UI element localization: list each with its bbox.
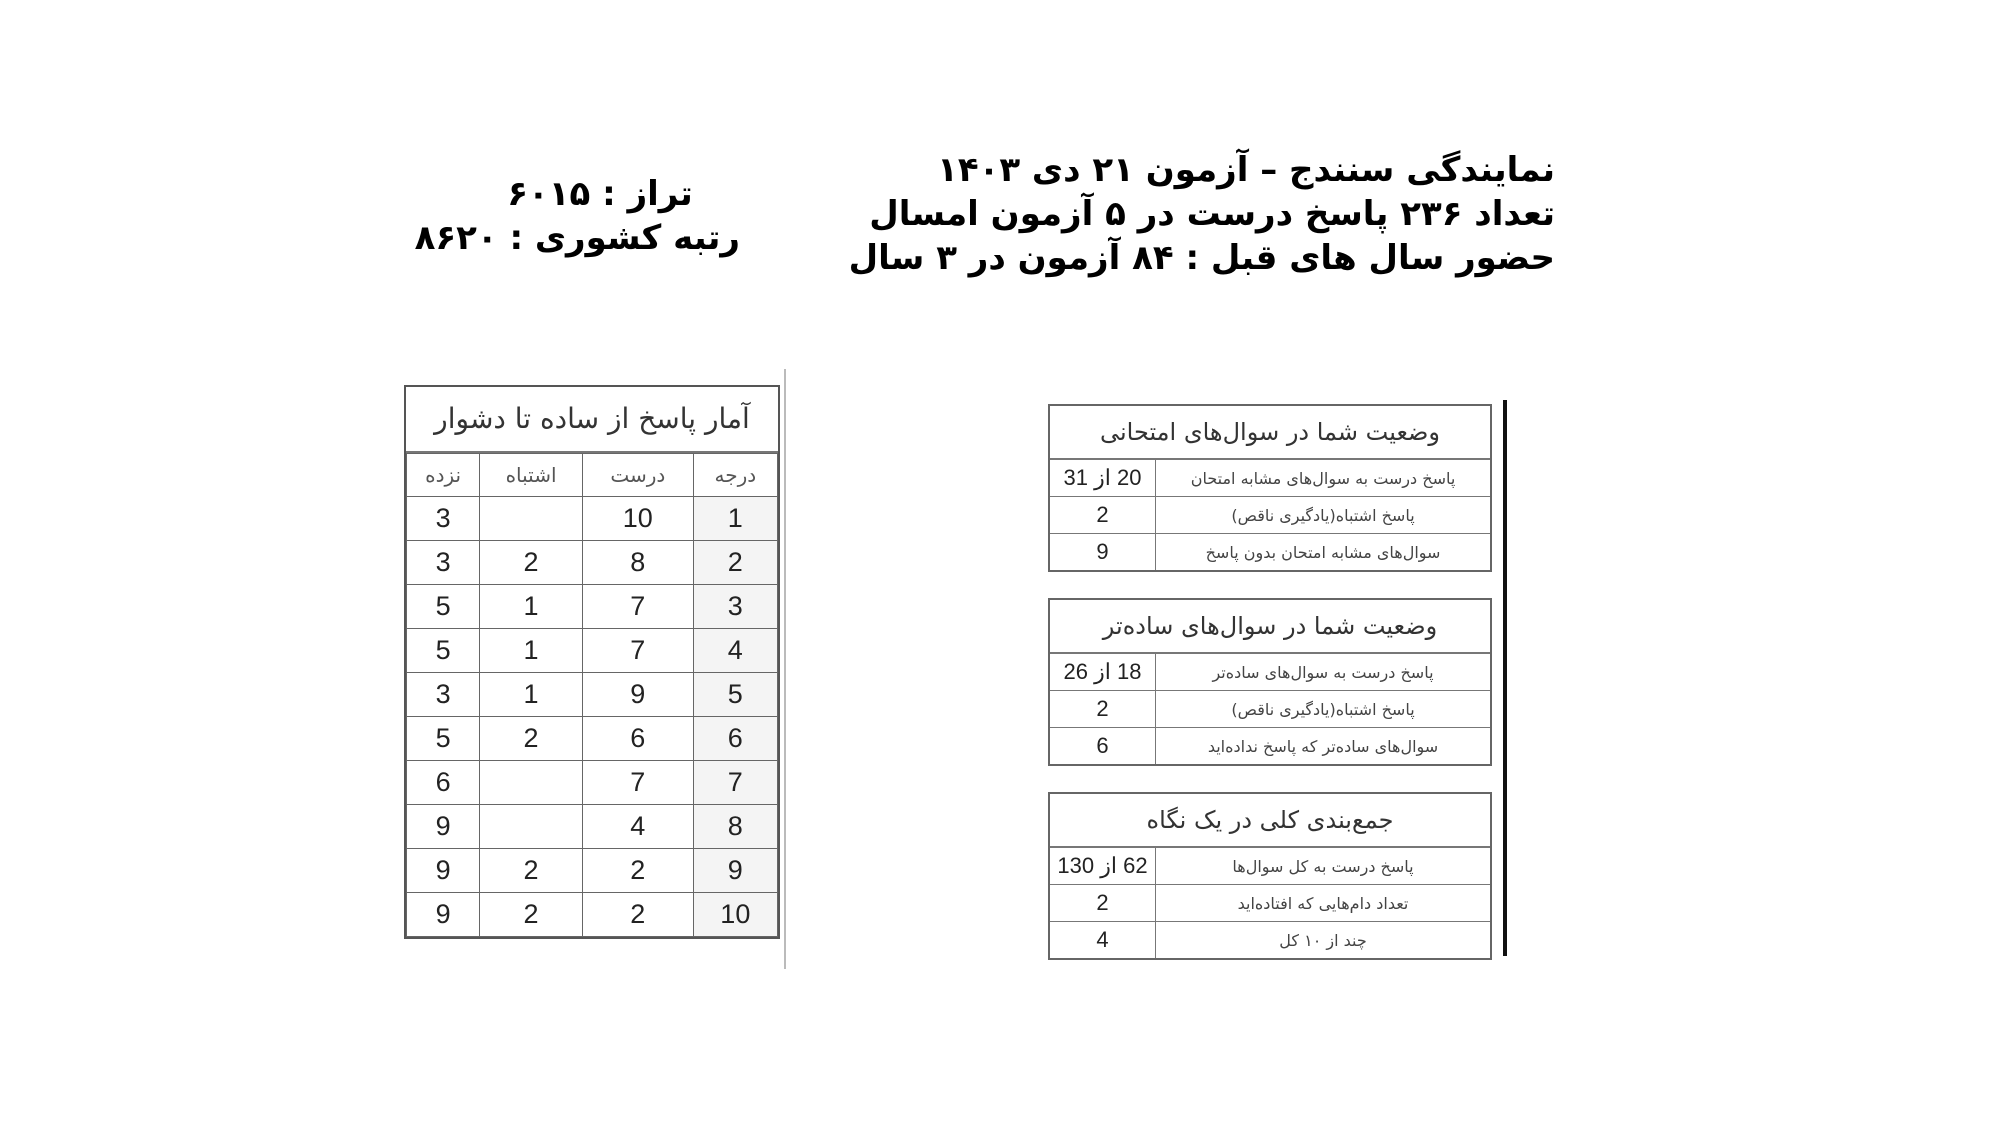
wrong-cell: 2: [480, 541, 583, 585]
panel-row-label: چند از ۱۰ کل: [1155, 922, 1490, 958]
panel-row-label: سوال‌های ساده‌تر که پاسخ نداده‌اید: [1155, 728, 1490, 764]
panel-row-value: 9: [1096, 539, 1109, 564]
stats-table-title: آمار پاسخ از ساده تا دشوار: [406, 387, 778, 453]
panel-row: [1050, 496, 1490, 533]
skipped-cell: 5: [407, 585, 480, 629]
header-line-branch-exam: نمایندگی سنندج – آزمون ۲۱ دی ۱۴۰۳: [937, 150, 1555, 190]
panel-row: [1050, 690, 1490, 727]
table-row: [407, 585, 778, 629]
exam-questions-panel: [1048, 404, 1492, 572]
correct-cell: 7: [582, 629, 693, 673]
panel-row-label: پاسخ اشتباه(یادگیری ناقص): [1155, 691, 1490, 727]
correct-cell: 4: [582, 805, 693, 849]
skipped-cell: 9: [407, 849, 480, 893]
panel-row: [1050, 884, 1490, 921]
table-row: [407, 805, 778, 849]
panel-row-label: پاسخ درست به سوال‌های ساده‌تر: [1155, 654, 1490, 690]
table-row: [407, 893, 778, 937]
correct-cell: 10: [582, 497, 693, 541]
column-header-grade: درجه: [693, 454, 777, 497]
grade-cell: 9: [693, 849, 777, 893]
correct-cell: 7: [582, 761, 693, 805]
correct-cell: 9: [582, 673, 693, 717]
grade-cell: 7: [693, 761, 777, 805]
correct-cell: 7: [582, 585, 693, 629]
panel-row-label: سوال‌های مشابه امتحان بدون پاسخ: [1155, 534, 1490, 570]
stats-table-body: [407, 497, 778, 937]
table-row: [407, 629, 778, 673]
score-summary: [414, 172, 740, 260]
wrong-cell: [480, 497, 583, 541]
table-row: [407, 497, 778, 541]
column-header-correct: درست: [582, 454, 693, 497]
panel-row-value: 18 از 26: [1063, 659, 1142, 684]
stats-grid: [406, 453, 778, 937]
panel-row-label: پاسخ درست به سوال‌های مشابه امتحان: [1155, 460, 1490, 496]
wrong-cell: 2: [480, 849, 583, 893]
table-row: [407, 673, 778, 717]
wrong-cell: 1: [480, 585, 583, 629]
grade-cell: 4: [693, 629, 777, 673]
grade-cell: 5: [693, 673, 777, 717]
panel-row: [1050, 533, 1490, 570]
grade-cell: 8: [693, 805, 777, 849]
panel-title: جمع‌بندی کلی در یک نگاه: [1050, 794, 1490, 848]
panel-row: [1050, 848, 1490, 884]
panel-row-value: 4: [1096, 927, 1109, 952]
grade-cell: 2: [693, 541, 777, 585]
panel-row-label: پاسخ درست به کل سوال‌ها: [1155, 848, 1490, 884]
stats-header-row: [407, 454, 778, 497]
wrong-cell: 1: [480, 673, 583, 717]
skipped-cell: 3: [407, 673, 480, 717]
difficulty-stats-table: [404, 385, 780, 939]
skipped-cell: 5: [407, 629, 480, 673]
panel-row-value: 62 از 130: [1057, 853, 1148, 878]
panel-row-value: 2: [1096, 696, 1109, 721]
skipped-cell: 6: [407, 761, 480, 805]
skipped-cell: 9: [407, 893, 480, 937]
table-row: [407, 761, 778, 805]
wrong-cell: 2: [480, 893, 583, 937]
wrong-cell: 2: [480, 717, 583, 761]
status-panels: [1046, 404, 1492, 986]
wrong-cell: [480, 761, 583, 805]
skipped-cell: 9: [407, 805, 480, 849]
national-rank: رتبه کشوری : ۸۶۲۰: [414, 218, 740, 258]
grade-cell: 1: [693, 497, 777, 541]
table-row: [407, 541, 778, 585]
table-divider-line: [784, 369, 786, 969]
table-row: [407, 717, 778, 761]
taraz-score: تراز : ۶۰۱۵: [507, 174, 693, 214]
panels-divider-bar: [1503, 400, 1507, 956]
grade-cell: 6: [693, 717, 777, 761]
overall-summary-panel: [1048, 792, 1492, 960]
panel-row-value: 20 از 31: [1063, 465, 1142, 490]
panel-row: [1050, 921, 1490, 958]
correct-cell: 2: [582, 849, 693, 893]
table-row: [407, 849, 778, 893]
panel-title: وضعیت شما در سوال‌های امتحانی: [1050, 406, 1490, 460]
grade-cell: 3: [693, 585, 777, 629]
report-header: [848, 148, 1555, 280]
correct-cell: 8: [582, 541, 693, 585]
panel-row-value: 2: [1096, 502, 1109, 527]
panel-title: وضعیت شما در سوال‌های ساده‌تر: [1050, 600, 1490, 654]
panel-row: [1050, 460, 1490, 496]
panel-row-label: تعداد دام‌هایی که افتاده‌اید: [1155, 885, 1490, 921]
panel-row-value: 2: [1096, 890, 1109, 915]
correct-cell: 6: [582, 717, 693, 761]
grade-cell: 10: [693, 893, 777, 937]
column-header-skipped: نزده: [407, 454, 480, 497]
header-line-correct-answers: تعداد ۲۳۶ پاسخ درست در ۵ آزمون امسال: [869, 194, 1555, 234]
wrong-cell: [480, 805, 583, 849]
wrong-cell: 1: [480, 629, 583, 673]
panel-row: [1050, 654, 1490, 690]
correct-cell: 2: [582, 893, 693, 937]
panel-row-value: 6: [1096, 733, 1109, 758]
skipped-cell: 5: [407, 717, 480, 761]
easier-questions-panel: [1048, 598, 1492, 766]
skipped-cell: 3: [407, 541, 480, 585]
skipped-cell: 3: [407, 497, 480, 541]
header-line-previous-years: حضور سال های قبل : ۸۴ آزمون در ۳ سال: [848, 238, 1555, 278]
panel-row: [1050, 727, 1490, 764]
panel-row-label: پاسخ اشتباه(یادگیری ناقص): [1155, 497, 1490, 533]
column-header-wrong: اشتباه: [480, 454, 583, 497]
